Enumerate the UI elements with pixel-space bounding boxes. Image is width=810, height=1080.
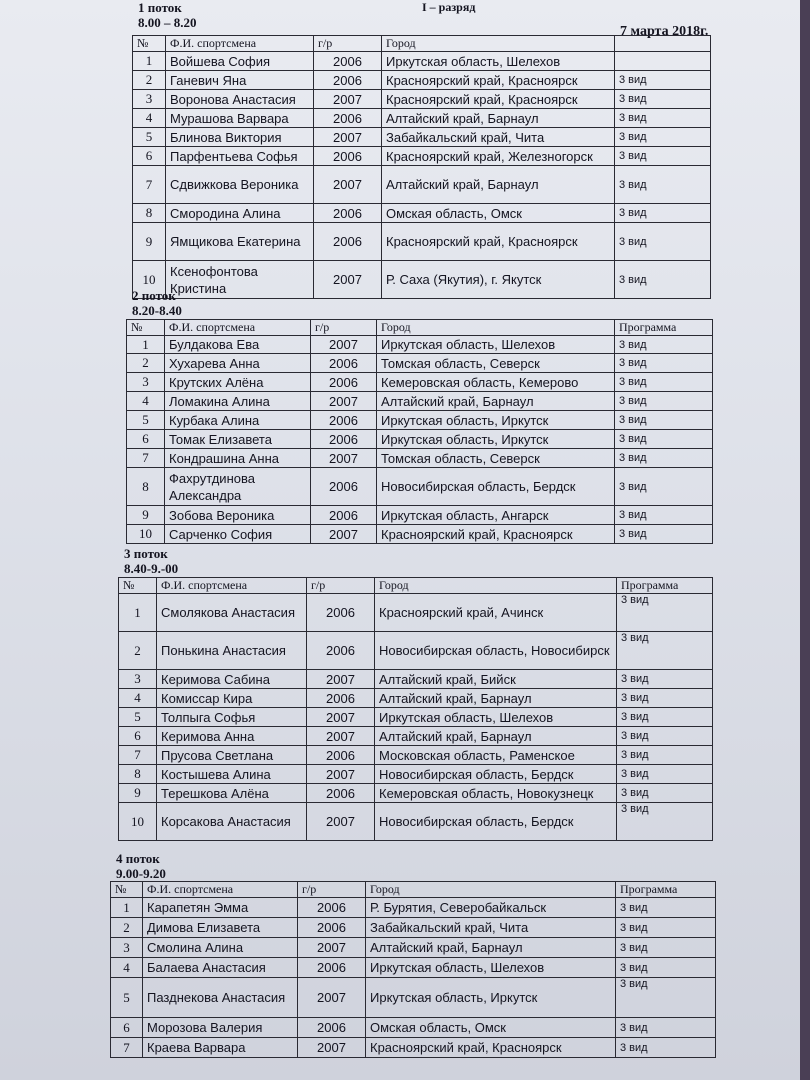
row-num: 1 (111, 898, 143, 918)
row-num: 3 (119, 670, 157, 689)
birth-year: 2006 (307, 689, 375, 708)
city: Забайкальский край, Чита (382, 128, 615, 147)
col-name-header: Ф.И. спортсмена (166, 36, 314, 52)
col-program-header: Программа (617, 578, 713, 594)
table-row (119, 632, 713, 670)
athlete-name: Пазднекова Анастасия (143, 978, 298, 1018)
athlete-name: Толпыга Софья (157, 708, 307, 727)
athlete-name: Балаева Анастасия (143, 958, 298, 978)
birth-year: 2006 (311, 430, 377, 449)
birth-year: 2006 (314, 147, 382, 166)
city: Красноярский край, Красноярск (377, 525, 615, 544)
birth-year: 2006 (314, 71, 382, 90)
table-row (119, 727, 713, 746)
athlete-name: Воронова Анастасия (166, 90, 314, 109)
table-header-row (111, 882, 716, 898)
table-row (133, 204, 711, 223)
athlete-name: Булдакова Ева (165, 336, 311, 354)
col-name-header: Ф.И. спортсмена (157, 578, 307, 594)
row-num: 10 (127, 525, 165, 544)
row-num: 4 (133, 109, 166, 128)
table-row (111, 978, 716, 1018)
city: Иркутская область, Шелехов (375, 708, 617, 727)
birth-year: 2007 (311, 525, 377, 544)
col-city-header: Город (375, 578, 617, 594)
table-row (119, 803, 713, 841)
athlete-name: Смородина Алина (166, 204, 314, 223)
city: Иркутская область, Ангарск (377, 506, 615, 525)
birth-year: 2006 (307, 784, 375, 803)
birth-year: 2006 (307, 594, 375, 632)
group-time: 8.20-8.40 (132, 303, 182, 318)
col-program-header (615, 36, 711, 52)
athlete-name: Костышева Алина (157, 765, 307, 784)
birth-year: 2007 (314, 90, 382, 109)
athlete-name: Крутских Алёна (165, 373, 311, 392)
col-city-header: Город (382, 36, 615, 52)
row-num: 2 (111, 918, 143, 938)
schedule-table-3 (118, 577, 713, 841)
city: Алтайский край, Барнаул (382, 166, 615, 204)
athlete-name: Смолякова Анастасия (157, 594, 307, 632)
program: 3 вид (617, 765, 713, 784)
schedule-table-1 (132, 35, 711, 299)
row-num: 2 (127, 354, 165, 373)
program: 3 вид (615, 128, 711, 147)
col-year-header: г/р (307, 578, 375, 594)
table-row (133, 261, 711, 299)
birth-year: 2006 (298, 898, 366, 918)
city: Красноярский край, Красноярск (366, 1038, 616, 1058)
city: Алтайский край, Барнаул (366, 938, 616, 958)
birth-year: 2006 (311, 411, 377, 430)
table-row (111, 1018, 716, 1038)
table-row (119, 784, 713, 803)
col-program-header: Программа (615, 320, 713, 336)
athlete-name: Кондрашина Анна (165, 449, 311, 468)
birth-year: 2007 (298, 1038, 366, 1058)
col-year-header: г/р (298, 882, 366, 898)
city: Алтайский край, Барнаул (375, 689, 617, 708)
table-row (133, 109, 711, 128)
athlete-name: Мурашова Варвара (166, 109, 314, 128)
row-num: 7 (133, 166, 166, 204)
city: Кемеровская область, Новокузнецк (375, 784, 617, 803)
group-title: 4 поток (116, 851, 160, 866)
program: 3 вид (615, 336, 713, 354)
program: 3 вид (615, 373, 713, 392)
row-num: 2 (119, 632, 157, 670)
athlete-name: Смолина Алина (143, 938, 298, 958)
city: Новосибирская область, Бердск (377, 468, 615, 506)
program: 3 вид (617, 803, 713, 841)
city: Р. Саха (Якутия), г. Якутск (382, 261, 615, 299)
table-row (119, 689, 713, 708)
city: Иркутская область, Шелехов (366, 958, 616, 978)
birth-year: 2006 (298, 918, 366, 938)
program: 3 вид (615, 449, 713, 468)
program: 3 вид (616, 918, 716, 938)
athlete-name: Сарченко София (165, 525, 311, 544)
athlete-name: Прусова Светлана (157, 746, 307, 765)
athlete-name: Димова Елизавета (143, 918, 298, 938)
birth-year: 2007 (311, 392, 377, 411)
athlete-name: Ямщикова Екатерина (166, 223, 314, 261)
row-num: 1 (133, 52, 166, 71)
athlete-name: Керимова Сабина (157, 670, 307, 689)
row-num: 1 (127, 336, 165, 354)
city: Забайкальский край, Чита (366, 918, 616, 938)
city: Томская область, Северск (377, 354, 615, 373)
rank-title: I – разряд (422, 0, 476, 14)
background-edge (800, 0, 810, 1080)
program: 3 вид (616, 1038, 716, 1058)
program: 3 вид (617, 784, 713, 803)
table-row (127, 449, 713, 468)
birth-year: 2007 (314, 166, 382, 204)
program: 3 вид (615, 223, 711, 261)
athlete-name: Сдвижкова Вероника (166, 166, 314, 204)
col-year-header: г/р (314, 36, 382, 52)
athlete-name: Керимова Анна (157, 727, 307, 746)
athlete-name: Фахрутдинова Александра (165, 468, 311, 506)
row-num: 1 (119, 594, 157, 632)
table-header-row (133, 36, 711, 52)
table-row (133, 128, 711, 147)
table-row (127, 336, 713, 354)
program: 3 вид (615, 411, 713, 430)
city: Алтайский край, Бийск (375, 670, 617, 689)
athlete-name: Ксенофонтова Кристина (166, 261, 314, 299)
birth-year: 2006 (311, 373, 377, 392)
birth-year: 2006 (314, 223, 382, 261)
group-time: 8.00 – 8.20 (138, 15, 197, 30)
program: 3 вид (615, 468, 713, 506)
program: 3 вид (615, 71, 711, 90)
group-title: 2 поток (132, 288, 176, 303)
birth-year: 2006 (298, 958, 366, 978)
table-header-row (127, 320, 713, 336)
program: 3 вид (615, 109, 711, 128)
birth-year: 2007 (307, 727, 375, 746)
city: Алтайский край, Барнаул (377, 392, 615, 411)
city: Р. Бурятия, Северобайкальск (366, 898, 616, 918)
table-row (127, 392, 713, 411)
row-num: 7 (119, 746, 157, 765)
birth-year: 2006 (298, 1018, 366, 1038)
row-num: 5 (133, 128, 166, 147)
row-num: 6 (127, 430, 165, 449)
row-num: 3 (133, 90, 166, 109)
athlete-name: Корсакова Анастасия (157, 803, 307, 841)
row-num: 4 (127, 392, 165, 411)
city: Красноярский край, Красноярск (382, 90, 615, 109)
row-num: 8 (127, 468, 165, 506)
row-num: 4 (111, 958, 143, 978)
row-num: 6 (133, 147, 166, 166)
program: 3 вид (616, 1018, 716, 1038)
document-date: 7 марта 2018г. (620, 24, 709, 39)
birth-year: 2007 (298, 938, 366, 958)
table-row (127, 373, 713, 392)
athlete-name: Понькина Анастасия (157, 632, 307, 670)
row-num: 7 (127, 449, 165, 468)
table-row (133, 147, 711, 166)
athlete-name: Морозова Валерия (143, 1018, 298, 1038)
program: 3 вид (617, 746, 713, 765)
col-city-header: Город (377, 320, 615, 336)
city: Новосибирская область, Бердск (375, 765, 617, 784)
col-year-header: г/р (311, 320, 377, 336)
birth-year: 2007 (307, 803, 375, 841)
athlete-name: Ганевич Яна (166, 71, 314, 90)
row-num: 4 (119, 689, 157, 708)
table-row (119, 594, 713, 632)
col-city-header: Город (366, 882, 616, 898)
row-num: 2 (133, 71, 166, 90)
athlete-name: Курбака Алина (165, 411, 311, 430)
table-row (133, 71, 711, 90)
row-num: 3 (111, 938, 143, 958)
table-row (127, 411, 713, 430)
table-row (127, 506, 713, 525)
program: 3 вид (615, 525, 713, 544)
birth-year: 2007 (298, 978, 366, 1018)
program: 3 вид (616, 898, 716, 918)
schedule-table-2 (126, 319, 713, 544)
athlete-name: Карапетян Эмма (143, 898, 298, 918)
col-num-header: № (133, 36, 166, 52)
birth-year: 2006 (314, 109, 382, 128)
city: Иркутская область, Иркутск (377, 430, 615, 449)
athlete-name: Зобова Вероника (165, 506, 311, 525)
table-row (111, 898, 716, 918)
athlete-name: Хухарева Анна (165, 354, 311, 373)
table-row (119, 765, 713, 784)
table-row (127, 430, 713, 449)
athlete-name: Блинова Виктория (166, 128, 314, 147)
program: 3 вид (617, 632, 713, 670)
program: 3 вид (615, 147, 711, 166)
table-row (111, 958, 716, 978)
row-num: 5 (111, 978, 143, 1018)
city: Красноярский край, Железногорск (382, 147, 615, 166)
program: 3 вид (617, 670, 713, 689)
row-num: 7 (111, 1038, 143, 1058)
col-program-header: Программа (616, 882, 716, 898)
city: Иркутская область, Шелехов (377, 336, 615, 354)
birth-year: 2007 (307, 765, 375, 784)
row-num: 6 (111, 1018, 143, 1038)
row-num: 10 (119, 803, 157, 841)
birth-year: 2007 (307, 670, 375, 689)
program: 3 вид (616, 938, 716, 958)
program: 3 вид (616, 978, 716, 1018)
birth-year: 2006 (307, 632, 375, 670)
birth-year: 2007 (314, 261, 382, 299)
program: 3 вид (617, 689, 713, 708)
table-row (111, 918, 716, 938)
program: 3 вид (615, 354, 713, 373)
table-row (111, 1038, 716, 1058)
table-header-row (119, 578, 713, 594)
group-title: 3 поток (124, 546, 168, 561)
city: Новосибирская область, Новосибирск (375, 632, 617, 670)
row-num: 8 (119, 765, 157, 784)
table-row (119, 708, 713, 727)
program (615, 52, 711, 71)
city: Алтайский край, Барнаул (375, 727, 617, 746)
birth-year: 2006 (314, 52, 382, 71)
row-num: 9 (127, 506, 165, 525)
col-num-header: № (127, 320, 165, 336)
city: Красноярский край, Красноярск (382, 223, 615, 261)
city: Красноярский край, Ачинск (375, 594, 617, 632)
table-row (127, 525, 713, 544)
program: 3 вид (617, 708, 713, 727)
table-row (127, 354, 713, 373)
birth-year: 2007 (314, 128, 382, 147)
table-row (111, 938, 716, 958)
city: Новосибирская область, Бердск (375, 803, 617, 841)
group-time: 9.00-9.20 (116, 866, 166, 881)
row-num: 5 (127, 411, 165, 430)
athlete-name: Ломакина Алина (165, 392, 311, 411)
group-time: 8.40-9.-00 (124, 561, 179, 576)
birth-year: 2006 (311, 506, 377, 525)
table-row (119, 670, 713, 689)
program: 3 вид (615, 392, 713, 411)
table-row (133, 166, 711, 204)
athlete-name: Парфентьева Софья (166, 147, 314, 166)
athlete-name: Комиссар Кира (157, 689, 307, 708)
athlete-name: Краева Варвара (143, 1038, 298, 1058)
table-row (133, 52, 711, 71)
schedule-table-4 (110, 881, 716, 1058)
program: 3 вид (617, 594, 713, 632)
row-num: 5 (119, 708, 157, 727)
city: Иркутская область, Иркутск (366, 978, 616, 1018)
table-row (119, 746, 713, 765)
table-row (133, 223, 711, 261)
col-num-header: № (119, 578, 157, 594)
city: Иркутская область, Шелехов (382, 52, 615, 71)
program: 3 вид (615, 166, 711, 204)
birth-year: 2007 (311, 336, 377, 354)
row-num: 9 (119, 784, 157, 803)
city: Алтайский край, Барнаул (382, 109, 615, 128)
athlete-name: Войшева София (166, 52, 314, 71)
group-title: 1 поток (138, 0, 182, 15)
row-num: 8 (133, 204, 166, 223)
city: Кемеровская область, Кемерово (377, 373, 615, 392)
city: Омская область, Омск (366, 1018, 616, 1038)
birth-year: 2006 (307, 746, 375, 765)
col-name-header: Ф.И. спортсмена (165, 320, 311, 336)
program: 3 вид (615, 506, 713, 525)
city: Красноярский край, Красноярск (382, 71, 615, 90)
row-num: 6 (119, 727, 157, 746)
program: 3 вид (615, 430, 713, 449)
athlete-name: Терешкова Алёна (157, 784, 307, 803)
city: Иркутская область, Иркутск (377, 411, 615, 430)
program: 3 вид (615, 261, 711, 299)
program: 3 вид (615, 204, 711, 223)
birth-year: 2006 (314, 204, 382, 223)
city: Омская область, Омск (382, 204, 615, 223)
col-name-header: Ф.И. спортсмена (143, 882, 298, 898)
program: 3 вид (616, 958, 716, 978)
program: 3 вид (615, 90, 711, 109)
athlete-name: Томак Елизавета (165, 430, 311, 449)
city: Томская область, Северск (377, 449, 615, 468)
row-num: 9 (133, 223, 166, 261)
table-row (133, 90, 711, 109)
birth-year: 2007 (307, 708, 375, 727)
program: 3 вид (617, 727, 713, 746)
birth-year: 2007 (311, 449, 377, 468)
table-row (127, 468, 713, 506)
row-num: 3 (127, 373, 165, 392)
birth-year: 2006 (311, 354, 377, 373)
city: Московская область, Раменское (375, 746, 617, 765)
birth-year: 2006 (311, 468, 377, 506)
row-num: 10 (133, 261, 166, 299)
col-num-header: № (111, 882, 143, 898)
